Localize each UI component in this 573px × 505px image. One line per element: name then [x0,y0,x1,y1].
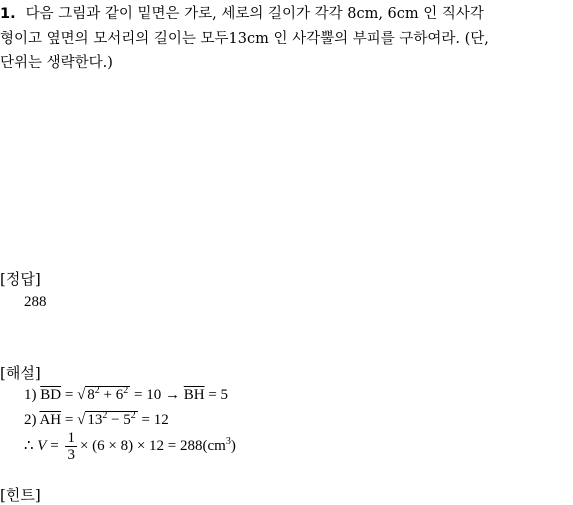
step-1-mid: = 10 → [134,387,180,403]
step-index: 2) [24,412,37,428]
answer-value: 288 [24,294,47,310]
problem-number: 1. [0,6,16,22]
segment-bd: $\overline{BD}$ [40,387,62,403]
problem-text-1: 다음 그림과 같이 밑면은 가로, 세로의 길이가 각각 8cm, 6cm 인 직사각 [25,6,484,22]
hint-header: [힌트] [0,486,41,504]
problem-text-2: 형이고 옆면의 모서리의 길이는 모두13cm 인 사각뿔의 부피를 구하여라. (단, [0,31,489,47]
unit-exponent: 3 [225,435,231,447]
explanation-step-1: 1) $\overline{BD}$ = √ $8^2 + 6^2 = 10 \to \overline{BH} = 5$ [24,385,229,403]
volume-variable: V [37,437,47,454]
explanation-step-2: 2) $\overline{AH}$ = √ $13^2 - 5^2 = 12$ [24,410,169,428]
sqrt-expression: √ $13^2 - 5^2$ [77,410,136,428]
step-2-end: = 12 [141,412,169,428]
problem-text-3: 단위는 생략한다.) [0,55,113,71]
sqrt-expression: √ $8^2 + 6^2$ [77,385,129,403]
step-1-end: = 5 [208,387,229,403]
problem-line-1 [0,2,484,23]
therefore-symbol: ∴ [24,437,34,454]
answer-header: [정답] [0,270,41,288]
step-index: 1) [24,387,37,403]
segment-ah: $\overline{AH}$ [39,412,62,428]
explanation-header: [해설] [0,364,41,382]
step-3-rest: × (6 × 8) × 12 = 288(cm [79,437,226,454]
segment-bh: $\overline{BH}$ [183,387,205,403]
explanation-step-3: ∴ V = $\frac{1}{3}$ × $(6 \times 8) \times 12 = 288(cm^3)$ [24,430,236,463]
fraction-one-third: $\frac{1}{3}$ [67,430,75,463]
